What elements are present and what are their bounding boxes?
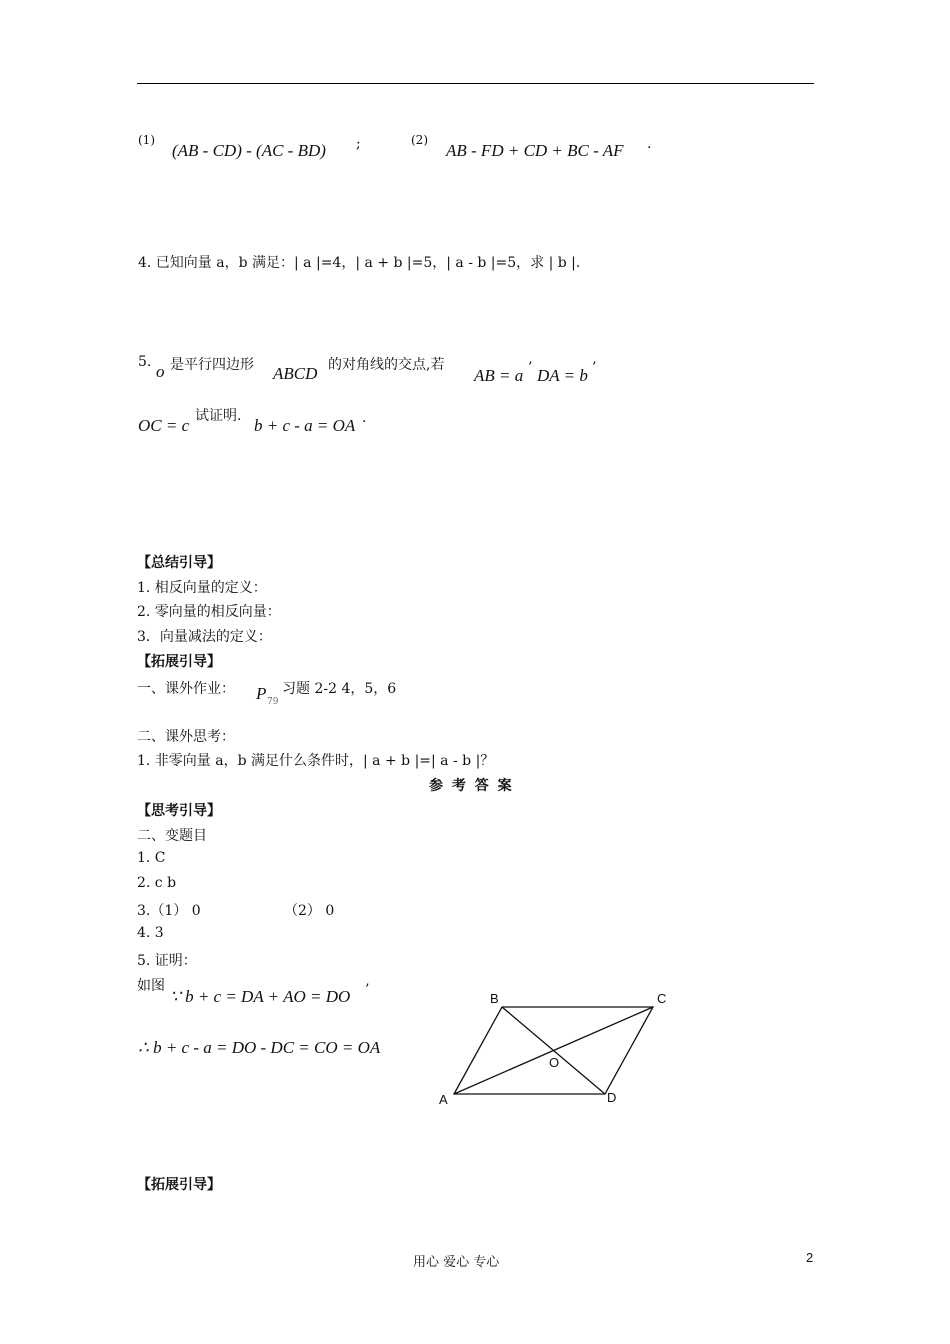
header-rule bbox=[137, 83, 814, 84]
ex5-prove: 试证明. bbox=[195, 408, 242, 424]
answers-title: 参 考 答 案 bbox=[429, 778, 514, 794]
ex5-o: o bbox=[156, 362, 165, 381]
answer-5: 5. 证明： bbox=[137, 953, 197, 969]
homework-label: 一、课外作业： bbox=[137, 681, 235, 697]
think-question: 1. 非零向量 a，b 满足什么条件时，| a + b |=| a - b |？ bbox=[137, 753, 495, 769]
ex5-num: 5. bbox=[138, 354, 152, 370]
vertex-label-b: B bbox=[490, 991, 499, 1006]
ex3-part1-end: ; bbox=[356, 136, 361, 152]
ex5-da-eq: DA = b bbox=[537, 366, 588, 385]
proof-line-1: ∵ b + c = DA + AO = DO bbox=[170, 987, 351, 1006]
figure-label: 如图 bbox=[137, 978, 165, 994]
ex3-part1-label: (1) bbox=[138, 133, 155, 147]
summary-item-1: 1. 相反向量的定义： bbox=[137, 580, 267, 596]
exercise-4: 4. 已知向量 a，b 满足：| a |=4，| a + b |=5，| a - b |=5，求 | b |. bbox=[138, 255, 581, 271]
answer-2: 2. c b bbox=[137, 875, 177, 891]
ex5-text1: 是平行四边形 bbox=[170, 357, 254, 373]
ex5-abcd: ABCD bbox=[273, 364, 318, 383]
vertex-label-d: D bbox=[607, 1090, 617, 1105]
proof-line-1-end: ’ bbox=[365, 982, 370, 998]
answer-4: 4. 3 bbox=[137, 925, 164, 941]
ex3-part2-end: . bbox=[647, 136, 652, 152]
homework-rest: 习题 2-2 4，5，6 bbox=[282, 681, 397, 697]
answer-3-part2: （2） 0 bbox=[284, 903, 335, 919]
extension-heading: 【拓展引导】 bbox=[137, 654, 221, 670]
ex5-oc-eq: OC = c bbox=[138, 416, 190, 435]
ex5-text2: 的对角线的交点,若 bbox=[328, 357, 445, 373]
homework-page-sub: 79 bbox=[267, 697, 279, 707]
answers-sub: 二、变题目 bbox=[137, 828, 207, 844]
ex5-ab-eq: AB = a bbox=[474, 366, 524, 385]
ex5-sep2: ’ bbox=[592, 360, 597, 376]
center-label-o: O bbox=[549, 1055, 560, 1070]
ex3-part1-expr: (AB - CD) - (AC - BD) bbox=[172, 141, 326, 160]
diagonal-bd bbox=[502, 1007, 605, 1094]
answer-3-part1: 3.（1） 0 bbox=[137, 903, 201, 919]
think-label: 二、课外思考： bbox=[137, 729, 235, 745]
page-number: 2 bbox=[806, 1250, 814, 1265]
footer-motto: 用心 爱心 专心 bbox=[413, 1255, 500, 1270]
ex5-dot: . bbox=[362, 410, 367, 426]
ex3-part2-expr: AB - FD + CD + BC - AF bbox=[446, 141, 624, 160]
ex5-sep1: ’ bbox=[528, 360, 533, 376]
ex3-part2-label: (2) bbox=[411, 133, 428, 147]
homework-page-p: P bbox=[256, 684, 267, 703]
ex5-goal: b + c - a = OA bbox=[254, 416, 356, 435]
extension-heading-2: 【拓展引导】 bbox=[137, 1177, 221, 1193]
parallelogram-diagram bbox=[435, 985, 675, 1110]
vertex-label-c: C bbox=[657, 991, 667, 1006]
summary-heading: 【总结引导】 bbox=[137, 555, 221, 571]
answer-1: 1. C bbox=[137, 850, 166, 866]
proof-line-2: ∴ b + c - a = DO - DC = CO = OA bbox=[138, 1038, 381, 1057]
summary-item-2: 2. 零向量的相反向量： bbox=[137, 604, 281, 620]
summary-item-3: 3．向量减法的定义： bbox=[137, 629, 272, 645]
answers-heading: 【思考引导】 bbox=[137, 803, 221, 819]
vertex-label-a: A bbox=[439, 1092, 448, 1107]
